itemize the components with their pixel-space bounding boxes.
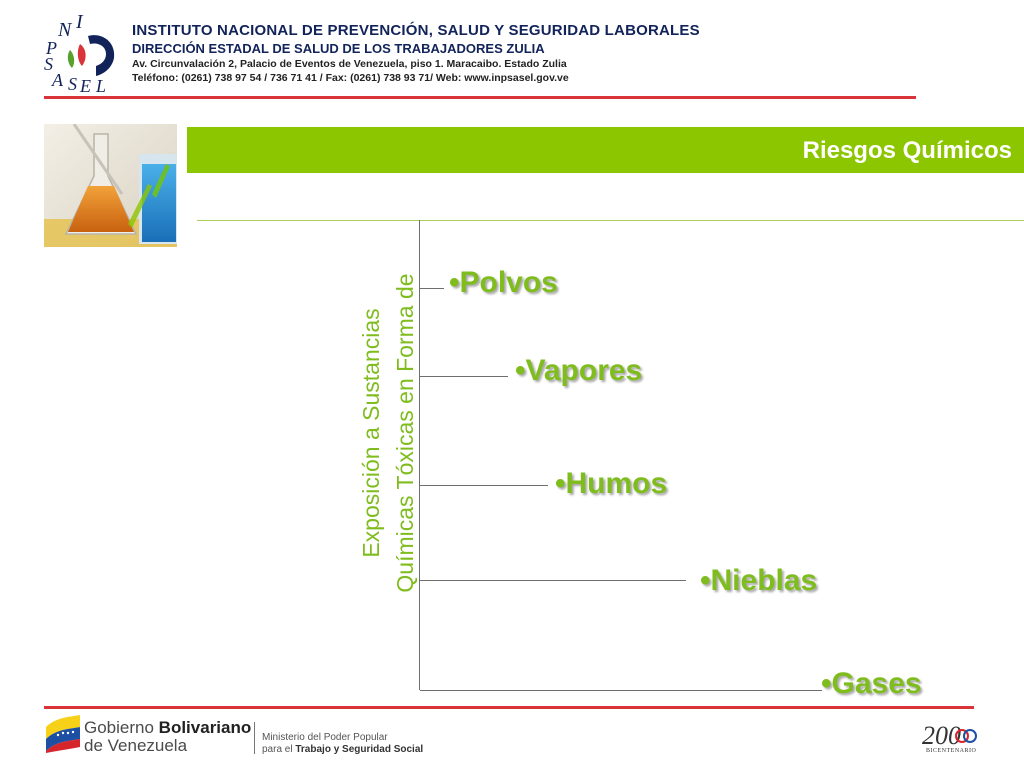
header-divider: [44, 96, 916, 99]
venezuela-flag-icon: [44, 713, 82, 753]
lab-glassware-image: [44, 124, 177, 247]
footer-separator: [254, 722, 255, 754]
svg-text:L: L: [96, 76, 107, 94]
direction-name: DIRECCIÓN ESTADAL DE SALUD DE LOS TRABAJADORES ZULIA: [132, 41, 545, 56]
gov-bold: Bolivariano: [158, 718, 252, 737]
slide-title: Riesgos Químicos: [802, 137, 1012, 164]
bicentenario-label: BICENTENARIO: [926, 748, 977, 754]
header-text: [132, 22, 700, 85]
vertical-label: [354, 223, 422, 643]
government-brand: [84, 719, 251, 755]
branch-line-2: [420, 376, 508, 377]
svg-text:E: E: [80, 76, 91, 94]
svg-text:I: I: [76, 14, 83, 33]
svg-text:P: P: [46, 38, 57, 58]
svg-text:S: S: [44, 54, 53, 74]
inpsasel-logo: [40, 14, 126, 94]
item-nieblas: •Nieblas: [700, 564, 818, 597]
ministry-line-1: Ministerio del Poder Popular: [262, 732, 388, 743]
tree-trunk-line: [419, 220, 420, 690]
vertical-label-line-1: Exposición a Sustancias: [358, 308, 384, 558]
svg-text:A: A: [52, 70, 63, 90]
contact-info: Teléfono: (0261) 738 97 54 / 736 71 41 / Fax: (0261) 738 93 71/ Web: www.inpsasel.gov.ve: [132, 72, 569, 84]
item-humos: •Humos: [555, 467, 668, 500]
svg-text:S: S: [68, 74, 77, 94]
title-bar: [187, 127, 1024, 173]
gov-prefix: Gobierno: [84, 718, 159, 737]
ministry-prefix: para el: [262, 744, 296, 755]
ministry-bold: Trabajo y Seguridad Social: [295, 744, 424, 755]
branch-line-4: [420, 580, 686, 581]
institute-name: INSTITUTO NACIONAL DE PREVENCIÓN, SALUD Y SEGURIDAD LABORALES: [132, 22, 700, 39]
branch-line-1: [420, 288, 444, 289]
address: Av. Circunvalación 2, Palacio de Eventos de Venezuela, piso 1. Maracaibo. Estado Zulia: [132, 58, 567, 70]
title-underline: [197, 220, 1024, 221]
item-gases: •Gases: [821, 667, 922, 700]
item-polvos: •Polvos: [449, 266, 558, 299]
svg-text:N: N: [58, 19, 72, 41]
vertical-label-line-2: Químicas Tóxicas en Forma de: [392, 273, 418, 593]
branch-line-5: [420, 690, 822, 691]
footer-divider: [44, 706, 974, 709]
ministry-name: [262, 732, 423, 756]
gov-country: de Venezuela: [84, 736, 188, 755]
item-vapores: •Vapores: [515, 354, 643, 387]
bicent-number: 200: [922, 721, 961, 750]
branch-line-3: [420, 485, 548, 486]
